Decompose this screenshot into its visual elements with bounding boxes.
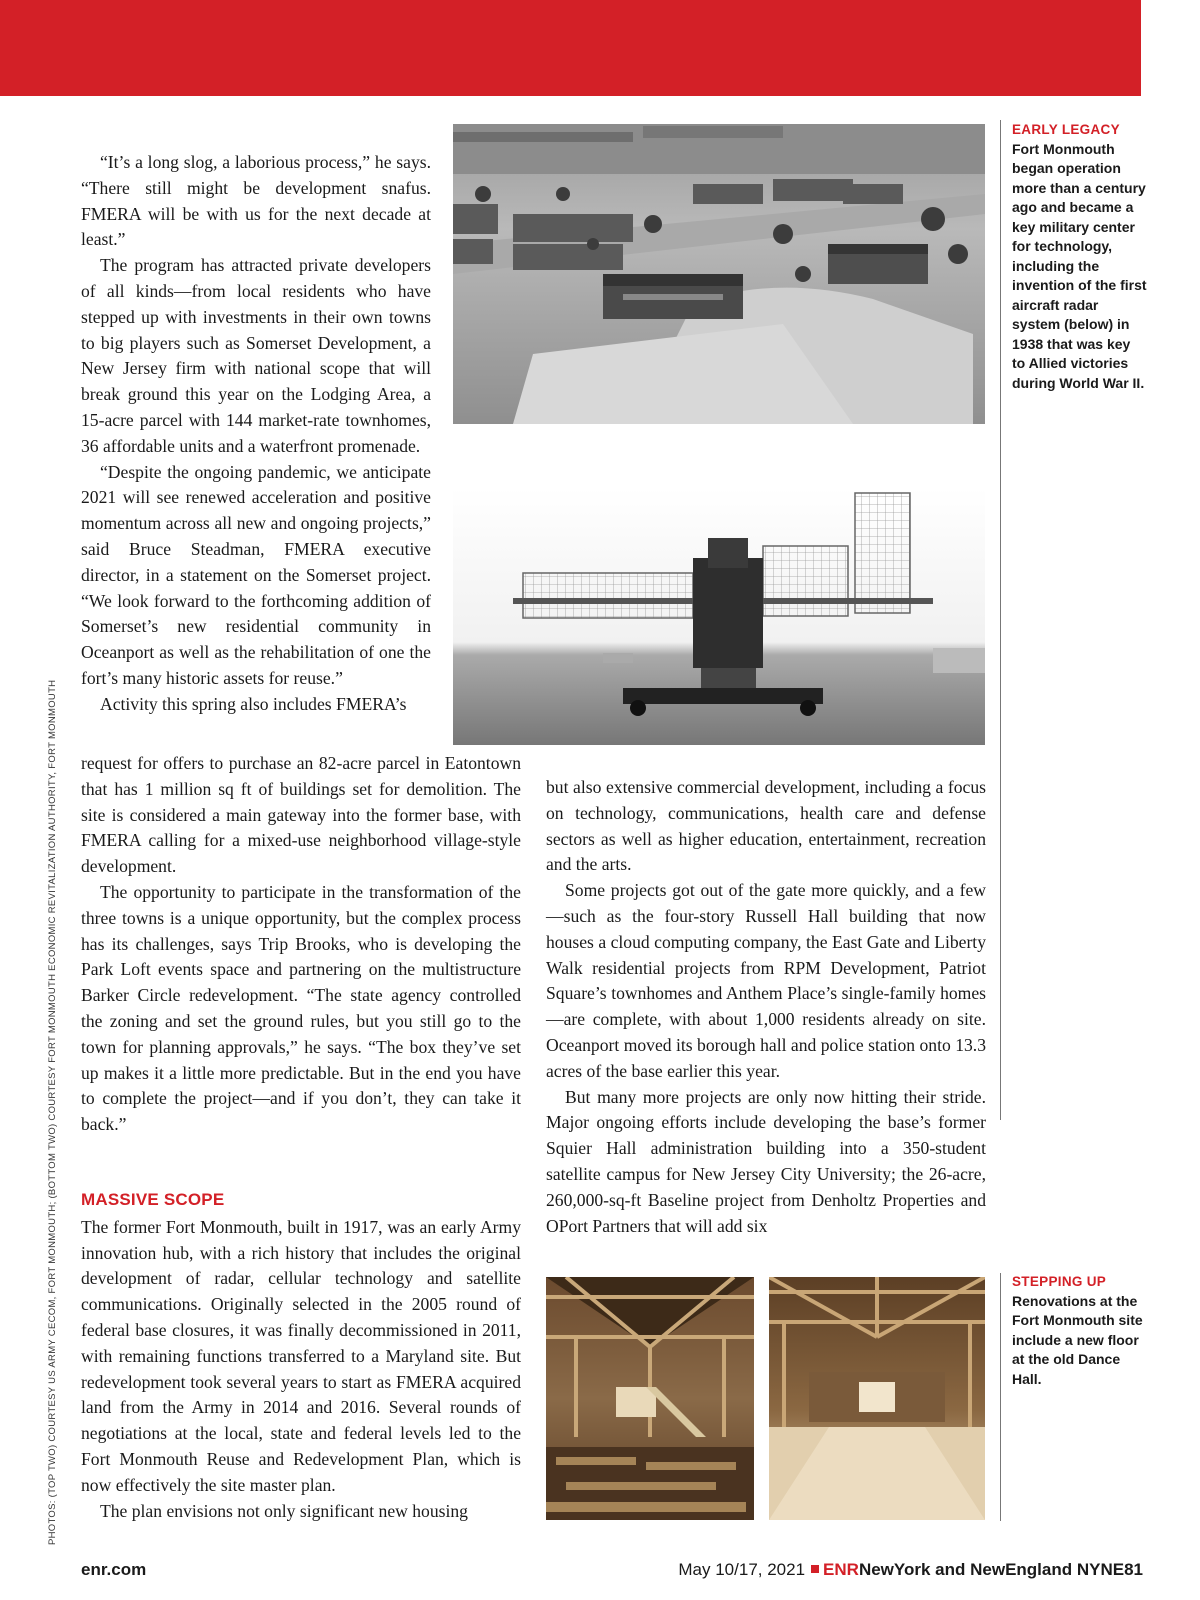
column-c (546, 775, 986, 1239)
paragraph: Some projects got out of the gate more quickly, and a few—such as the four-story Russell Hall building that now houses a cloud computing company, the East Gate and Liberty Walk residential projects from RPM Development, Patriot Square’s townhomes and Anthem Place’s single-family homes—are complete, with about 1,000 residents already on site. Oceanport moved its borough hall and police station onto 13.3 acres of the base earlier this year. (546, 880, 986, 1081)
aerial-base-photo (453, 124, 985, 424)
paragraph: “It’s a long slog, a laborious process,” he says. “There still might be development snafus. FMERA will be with us for the next decade at least.” (81, 152, 431, 250)
paragraph: request for offers to purchase an 82-acre parcel in Eatontown that has 1 million sq ft of buildings set for demolition. The site is considered a main gateway into the former base, with FMERA calling for a mixed-use neighborhood village-style development. (81, 753, 521, 877)
photo-credit: PHOTOS: (TOP TWO) COURTESY US ARMY CECOM, FORT MONMOUTH; (BOTTOM TWO) COURTESY FORT MONMOUTH ECONOMIC REVITALIZATION AUTHORITY, FORT MONMOUTH (47, 679, 58, 1545)
paragraph: The plan envisions not only significant new housing (100, 1500, 468, 1521)
footer-site: enr.com (81, 1560, 147, 1579)
caption-early-legacy (1012, 120, 1147, 393)
top-red-banner (0, 0, 1141, 96)
caption-head: EARLY LEGACY (1012, 122, 1120, 137)
paragraph: But many more projects are only now hitting their stride. Major ongoing efforts include developing the base’s former Squier Hall administration building into a 350-student satellite campus for New Jersey City University; the 26-acre, 260,000-sq-ft Baseline project from Denholtz Properties and OPort Partners that will add six (546, 1086, 986, 1236)
paragraph: Activity this spring also includes FMERA’s (100, 693, 407, 714)
paragraph: “Despite the ongoing pandemic, we anticipate 2021 will see renewed acceleration and positive momentum across all new and ongoing projects,” said Bruce Steadman, FMERA executive director, in a statement on the Somerset project. “We look forward to the forthcoming addition of Somerset’s new residential community in Oceanport as well as the rehabilitation of one the fort’s many historic assets for reuse.” (81, 461, 431, 688)
radar-photo (453, 488, 985, 745)
column-b (81, 751, 521, 1138)
column-a (81, 150, 431, 718)
square-bullet-icon (811, 1565, 819, 1573)
section-subhead: MASSIVE SCOPE (81, 1190, 225, 1209)
caption-text: Renovations at the Fort Monmouth site include a new floor at the old Dance Hall. (1012, 1292, 1143, 1387)
footer-page-number: NYNE81 (1076, 1560, 1143, 1579)
footer-edition: NewYork and NewEngland (858, 1560, 1073, 1579)
paragraph: The program has attracted private developers of all kinds—from local residents who have stepped up with investments in their own towns to big players such as Somerset Development, a New Jersey firm with national scope that will break ground this year on the Lodging Area, a 15-acre parcel with 144 market-rate townhomes, 36 affordable units and a waterfront promenade. (81, 255, 431, 456)
caption-stepping-up (1012, 1272, 1147, 1389)
caption-text: Fort Monmouth began operation more than a century ago and became a key military center for technology, including the invention of the first aircraft radar system (below) in 1938 that was key to Allied victories during World War II. (1012, 140, 1147, 391)
footer-date: May 10/17, 2021 (678, 1560, 806, 1579)
paragraph: The former Fort Monmouth, built in 1917, was an early Army innovation hub, with a rich history that includes the original development of radar, cellular technology and satellite communications. Originally selected in the 2005 round of federal base closures, it was finally decommissioned in 2011, with remaining functions transferred to a Maryland site. But redevelopment took several years to start as FMERA acquired land from the Army in 2014 and 2016. Several rounds of negotiations at the local, state and federal levels led to the Fort Monmouth Reuse and Redevelopment Plan, which is now effectively the site master plan. (81, 1216, 521, 1495)
footer-folio (678, 1560, 1143, 1580)
footer-brand: ENR (823, 1560, 859, 1579)
paragraph: The opportunity to participate in the transformation of the three towns is a unique opportunity, but the complex process has its challenges, says Trip Brooks, who is developing the Park Loft events space and partnering on the multistructure Barker Circle redevelopment. “The state agency controlled the zoning and set the ground rules, but you still go to the town for planning approvals,” he says. “The box they’ve set up makes it a little more predictable. But in the end you have to complete the project—and if you don’t, they can take it back.” (81, 881, 521, 1135)
column-b-continued (81, 1187, 521, 1524)
paragraph: but also extensive commercial development, including a focus on technology, communications, health care and defense sectors as well as higher education, entertainment, recreation and the arts. (546, 777, 986, 875)
dance-hall-interior-photo-2 (769, 1277, 985, 1520)
caption-head: STEPPING UP (1012, 1274, 1107, 1289)
caption-rule-top (1000, 120, 1001, 1120)
dance-hall-interior-photo-1 (546, 1277, 754, 1520)
caption-rule-bottom (1000, 1273, 1001, 1521)
